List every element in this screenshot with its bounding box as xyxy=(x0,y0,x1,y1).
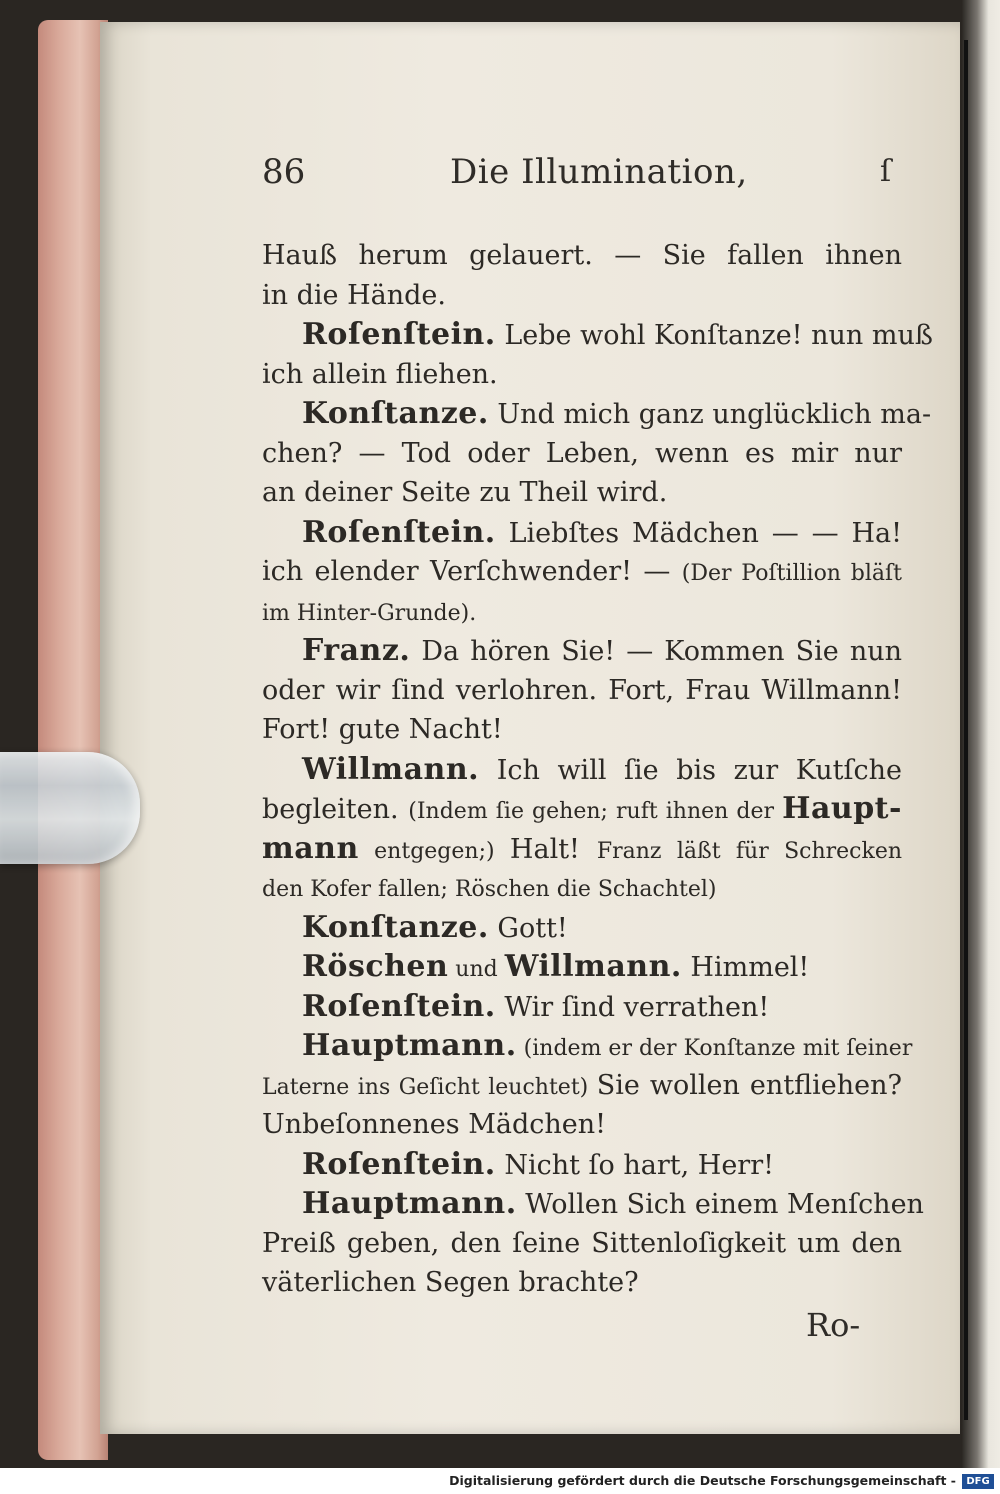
stage-direction: (Der Poſtillion bläſt xyxy=(681,561,902,586)
stage-direction: (indem er der Konſtanze mit ſeiner xyxy=(516,1036,913,1061)
speaker-name: Röschen xyxy=(302,949,449,984)
funding-credit: Digitalisierung gefördert durch die Deutsche Forschungsgemeinschaft - xyxy=(449,1473,956,1488)
speaker-name: Willmann. xyxy=(302,751,480,787)
line-text: Wollen Sich einem Menſchen xyxy=(516,1189,924,1220)
page-header xyxy=(262,152,892,202)
text-line-12 xyxy=(262,671,902,711)
text-line-24 xyxy=(262,1145,902,1185)
text-line-10 xyxy=(262,592,902,632)
line-text: Fort! gute Nacht! xyxy=(262,714,503,745)
text-line-19 xyxy=(262,947,902,987)
text-line-21 xyxy=(262,1026,913,1066)
line-text: an deiner Seite zu Theil wird. xyxy=(262,477,668,508)
line-text: Gott! xyxy=(488,912,568,944)
line-text: Liebſtes Mädchen — — Ha! xyxy=(495,517,902,549)
stage-direction: im Hinter-Grunde). xyxy=(262,600,477,626)
line-text: väterlichen Segen brachte? xyxy=(262,1267,639,1298)
text-line-2 xyxy=(262,276,902,316)
speaker-name: mann xyxy=(262,830,359,866)
line-text: in die Hände. xyxy=(262,279,446,311)
line-text: Da hören Sie! — Kommen Sie nun xyxy=(410,636,902,667)
stage-direction: Laterne ins Geſicht leuchtet) xyxy=(262,1074,597,1100)
text-line-6 xyxy=(262,434,902,474)
speaker-name: Roſenſtein. xyxy=(302,988,496,1024)
text-line-4 xyxy=(262,355,902,395)
header-mark: ſ xyxy=(880,154,892,189)
stage-direction: Franz läßt für Schrecken xyxy=(596,838,903,864)
line-text: Nicht ſo hart, Herr! xyxy=(495,1149,774,1181)
catchword: Ro- xyxy=(806,1306,861,1344)
text-line-16 xyxy=(262,829,902,869)
book-edge xyxy=(38,20,108,1460)
text-line-3 xyxy=(262,315,933,355)
text-line-15 xyxy=(262,789,902,829)
footer-bar xyxy=(0,1468,1000,1494)
line-text: Unbeſonnenes Mädchen! xyxy=(262,1109,606,1140)
speaker-name: Franz. xyxy=(302,633,411,668)
text-line-27 xyxy=(262,1263,902,1303)
line-text: ich elender Verſchwender! — xyxy=(262,556,682,587)
text-line-1 xyxy=(262,236,902,276)
stage-direction: den Kofer fallen; Röschen die Schachtel) xyxy=(262,877,717,902)
stage-direction: (Indem ſie gehen; ruft ihnen der xyxy=(408,799,783,824)
facing-page-edge xyxy=(962,0,1000,1468)
speaker-name: Haupt- xyxy=(782,791,902,826)
line-text: Himmel! xyxy=(681,952,810,983)
page-clip xyxy=(0,752,140,864)
speaker-name: Hauptmann. xyxy=(302,1186,517,1221)
speaker-name: Willmann. xyxy=(504,949,682,984)
text-line-26 xyxy=(262,1224,902,1264)
line-text: begleiten. xyxy=(262,794,409,825)
running-title: Die Illumination, xyxy=(450,152,748,192)
line-text: Lebe wohl Konſtanze! nun muß xyxy=(495,320,933,351)
text-line-20 xyxy=(262,987,902,1027)
line-text: Sie wollen entfliehen? xyxy=(596,1069,902,1101)
text-line-22 xyxy=(262,1066,902,1106)
text-line-9 xyxy=(262,552,902,592)
line-text: Halt! xyxy=(509,833,597,865)
page-number: 86 xyxy=(262,152,306,192)
page-text xyxy=(262,236,933,1303)
line-text: Ich will ſie bis zur Kutſche xyxy=(479,754,902,786)
speaker-name: Konſtanze. xyxy=(302,909,489,945)
text-line-17 xyxy=(262,868,902,908)
speaker-name: Hauptmann. xyxy=(302,1028,517,1063)
text-line-7 xyxy=(262,473,902,513)
text-line-25 xyxy=(262,1184,924,1224)
text-line-14 xyxy=(262,750,902,790)
line-text: oder wir ſind verlohren. Fort, Frau Willmann! xyxy=(262,674,902,706)
speaker-name: Roſenſtein. xyxy=(302,514,496,550)
text-line-11 xyxy=(262,631,902,671)
stage-direction: und xyxy=(448,957,505,982)
line-text: chen? — Tod oder Leben, wenn es mir nur xyxy=(262,437,902,469)
text-line-5 xyxy=(262,394,932,434)
speaker-name: Roſenſtein. xyxy=(302,317,496,352)
text-line-23 xyxy=(262,1105,902,1145)
line-text: Preiß geben, den ſeine Sittenloſigkeit um den xyxy=(262,1227,902,1259)
text-line-13 xyxy=(262,710,902,750)
line-text: Wir ſind verrathen! xyxy=(495,991,770,1023)
speaker-name: Konſtanze. xyxy=(302,396,489,431)
line-text: ich allein fliehen. xyxy=(262,358,498,390)
stage-direction: entgegen;) xyxy=(358,838,510,864)
line-text: Und mich ganz unglücklich ma- xyxy=(488,399,932,430)
speaker-name: Roſenſtein. xyxy=(302,1146,496,1182)
dfg-logo-icon: DFG xyxy=(962,1474,994,1489)
text-line-8 xyxy=(262,513,902,553)
text-line-18 xyxy=(262,908,902,948)
line-text: Hauß herum gelauert. — Sie fallen ihnen xyxy=(262,240,902,271)
